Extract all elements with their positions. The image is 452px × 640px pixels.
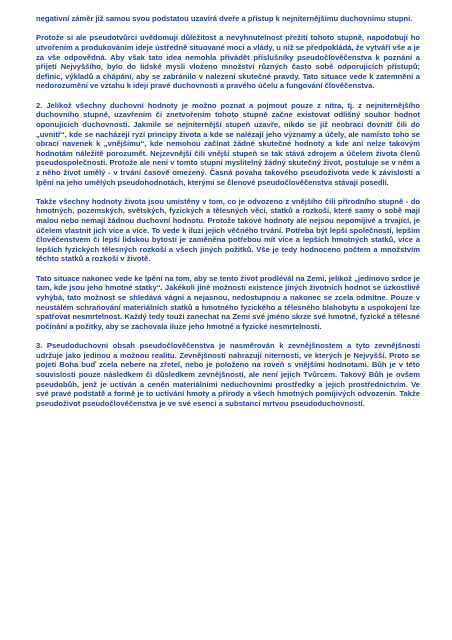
paragraph-clinging-to-life: Tato situace nakonec vede ke lpění na tom, aby se tento život prodlévál na Zemi, jelikož „jedinovo srdce je tam, kde jsou jeho hmotné statky“. Jakékoli jiné možnosti existence jiných životních hodnot se úzkostlivě vyhýbá, tato možnost se shledává vágní a nejasnou, nedostupnou a nakonec se zcela odmítne. Pouze v neustálém schraňování materiálních statků a hmotného fyzického a tělesného blahobytu a uspokojení lze spatřovat nesmrtelnost. Každý tedy touží zanechat na Zemi své jméno skrze své hmotné, fyzické a tělesné počínání a požitky, aby se zachovala iluze jeho hmotné a fyzické nesmrtelnosti. [36, 273, 420, 331]
paragraph-life-values: Takže všechny hodnoty života jsou umístěny v tom, co je odvozeno z vnějšího čili přírodního stupně - do hmotných, pozemských, světských, fyzických a tělesných věcí, statků a rozkoší, které samy o sobě mají malou nebo nemají žádnou duchovní hodnotu. Protože takové hodnoty ale nejsou nepomíjivé a trvající, je účelem vlastnit jich více a více. To vede k iluzi jejich věčného trvání. Potřeba být lepší společností, lepším člověčenstvem či lepší lidskou bytostí je zaměněna potřebou mít více a lepších hmotných statků, více a lepších fyzických tělesných rozkoší a všech jiných požitků. Vše je tedy hodnoceno počtem a množstvím těchto statků a rozkoší v životě. [36, 196, 420, 264]
paragraph-point-2: 2. Jelikož všechny duchovní hodnoty je možno poznat a pojmout pouze z nitra, tj. z nejniternějšího duchovního stupně, uzavřením či znetvořením tohoto stupně začne existovat odlišný soubor hodnot oponujících duchovnosti. Jakmile se nejniternější stupeň uzavře, nikdo se již neobrací dovnitř čili do „uvnitř“, kde se nacházejí ryzí principy života a kde se nalézají jeho významy a účely, ale namísto toho se obrací navenek k „vnějšímu“, kde nemohou začínat žádné skutečné hodnoty a kde ani nelze takovým hodnotám náležitě porozumět. Nejzevnější čili vnější stupeň se tak stává zdrojem a účelem života členů pseudospolečnosti. Protože ale není v tomto stupni myslitelný žádný skutečný život, postuluje se v něm a z něho život umělý - v trvání časově omezený. Časná povaha takového pseudoživota vede k závislosti a lpění na jeho umělých pseudohodnotách, kterými se členové pseudočlověčenstva stávají posedlí. [36, 100, 420, 187]
paragraph-intro-continuation: negativní záměr již samou svou podstatou uzavírá dveře a přístup k nejniternějšímu duchovnímu stupni. [36, 14, 413, 23]
paragraph-pseudocreators: Protože si ale pseudotvůrci uvědomují důležitost a nevyhnutelnost přežití tohoto stupně, napodobují ho utvořením a produkováním ideje ústředně situované moci a vlády, u níž se předpokládá, že vytváří vše a je za vše odpovědná. Aby však tato idea nemohla přivádět příslušníky pseudočlověčenstva k poznání a přijetí Nejvyššího, bylo do lidské mysli vloženo množství různých často sobě odporujících přístupů; definic, výkladů a chápání, aby se zabránilo v nalezení skutečné pravdy. Tato situace vede k zatemnění a nedorozumění ve vztahu k ideji pravé duchovnosti a pravého účelu a fungování člověčenstva. [36, 33, 420, 91]
document-page [36, 14, 420, 418]
paragraph-point-3: 3. Pseudoduchovní obsah pseudočlověčenstva je nasměrován k zevnějšnostem a tyto zevnějšnosti udržuje jako jedinou a možnou realitu. Zevnějšnosti nahrazují niternosti, ve kterých je Nejvyšší. Proto se pojetí Boha buď zcela nebere na zřetel, nebo je položeno na roveň s vnějšími hodnotami. Bůh je v této souvislosti pouze následkem či důsledkem zevnějšností, ale není jejich Tvůrcem. Takový Bůh je ovšem pseudobůh, jenž je uctíván a ceněn materiálními neduchovními prostředky a jejich prostřednictvím. Ve své pravé podstatě a formě je to uctívání hmoty a přírody a všech hmotných pomíjivých odvozenin. Takže pseudoživot pseudočlověčenstva je ve své esenci a substanci mrtvou pseudoduchovností. [36, 341, 420, 408]
